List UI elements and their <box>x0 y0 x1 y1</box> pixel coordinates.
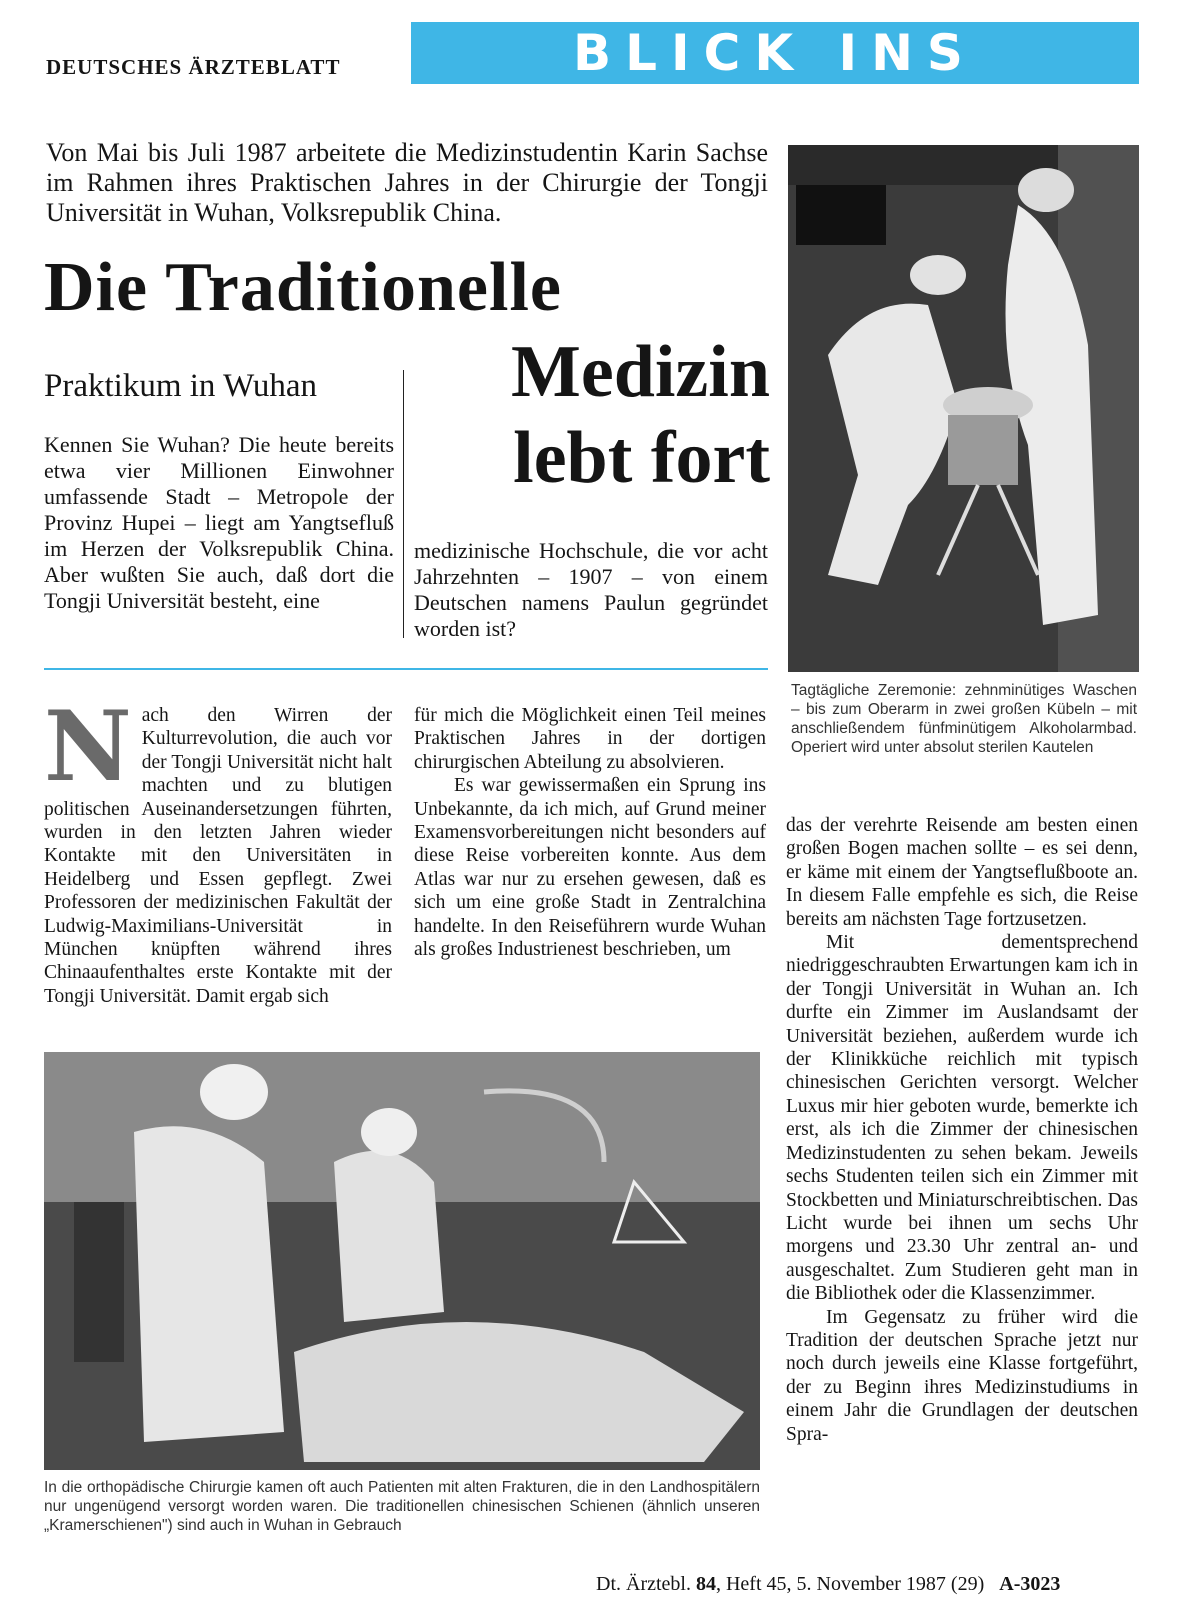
footer-issue: , Heft 45, 5. November 1987 (29) <box>715 1573 985 1595</box>
headline-line-3: lebt fort <box>513 417 770 499</box>
body-column-1 <box>44 690 392 1008</box>
vertical-divider <box>403 370 404 638</box>
lead-left: Kennen Sie Wuhan? Die heute bereits etwa vier Millionen Einwohner umfassende Stadt – Metropole der Provinz Hupei – liegt am Yangtsefluß im Herzen der Volksrepublik China. Aber wußten Sie auch, daß dort die Tongji Universität besteht, eine <box>44 432 394 613</box>
photo-caption-top: Tagtägliche Zeremonie: zehnminütiges Waschen – bis zum Oberarm in zwei großen Kübeln – mit anschließendem fünfminütigem Alkoholarmbad. Operiert wird unter absolut sterilen Kautelen <box>791 682 1137 756</box>
lead-right: medizinische Hochschule, die vor acht Jahrzehnten – 1907 – von einem Deutschen namens Paulun gegründet worden ist? <box>414 538 768 641</box>
section-rule <box>44 668 768 670</box>
body-paragraph: Mit dementsprechend niedriggeschraubten Erwartungen kam ich in der Tongji Universität in Wuhan an. Ich durfte ein Zimmer im Auslandsamt der Universität beziehen, außerdem wurde ich der Klinikküche reichlich mit typisch chinesischen Gerichten versorgt. Welcher Luxus mir hier geboten wurde, bemerkte ich erst, als ich die Zimmer der chinesischen Medizinstudenten zu sehen bekam. Jeweils sechs Studenten teilen sich ein Zimmer mit Stockbetten und Miniaturschreibtischen. Das Licht wurde bei ihnen um sechs Uhr morgens und 23.30 Uhr zentral an- und ausgeschaltet. Zum Studieren geht man in die Bibliothek oder die Klassenzimmer. <box>786 932 1138 1305</box>
headline-line-2: Medizin <box>511 331 770 413</box>
photo-caption-bottom: In die orthopädische Chirurgie kamen oft auch Patienten mit alten Frakturen, die in den Landhospitälern nur ungenügend versorgt worden waren. Die traditionellen chinesischen Schienen (ähnlich unseren „Kramerschienen") sind auch in Wuhan in Gebrauch <box>44 1479 760 1534</box>
body-column-1-text: ach den Wirren der Kulturrevolution, die auch vor der Tongji Universität nicht halt machten und zu blutigen politischen Auseinandersetzungen führten, wurden in den letzten Jahren wieder Kontakte mit den Universitäten in Heidelberg und Essen gepflegt. Zwei Professoren der medizinischen Fakultät der Ludwig-Maximilians-Universität in München knüpften während ihres Chinaaufenthaltes erste Kontakte mit der Tongji Universität. Damit ergab sich <box>44 705 392 1007</box>
footer-journal: Dt. Ärztebl. <box>596 1573 691 1595</box>
body-paragraph: Es war gewissermaßen ein Sprung ins Unbekannte, da ich mich, auf Grund meiner Examensvorbereitungen nicht besonders auf diese Reise vorbereiten konnte. Aus dem Atlas war nur zu ersehen gewesen, daß es sich um eine große Stadt in Zentralchina handelte. In den Reiseführern wurde Wuhan als großes Industrienest beschrieben, um <box>414 775 766 961</box>
body-paragraph: das der verehrte Reisende am besten einen großen Bogen machen sollte – es sei denn, er käme mit einem der Yangtseflußboote an. In diesem Falle empfehle es sich, die Reise bereits am nächsten Tage fortzusetzen. <box>786 815 1138 930</box>
body-column-2 <box>414 704 766 961</box>
journal-name: DEUTSCHES ÄRZTEBLATT <box>46 55 341 79</box>
body-paragraph: für mich die Möglichkeit einen Teil meines Praktischen Jahres in der dortigen chirurgischen Abteilung zu absolvieren. <box>414 705 766 773</box>
body-paragraph: Im Gegensatz zu früher wird die Tradition der deutschen Sprache jetzt nur noch durch jeweils eine Klasse fortgeführt, der zu Beginn ihres Medizinstudiums in einem Jahr die Grundlagen der deutschen Spra- <box>786 1306 1138 1445</box>
orthopedic-ward-photo <box>44 1052 760 1470</box>
footer-volume: 84 <box>695 1573 716 1595</box>
drop-cap: N <box>44 690 132 803</box>
headline-line-1: Die Traditionelle <box>44 249 562 326</box>
section-banner: BLICK INS AUSLAND <box>411 22 1139 84</box>
page-footer <box>596 1573 1060 1596</box>
subtitle: Praktikum in Wuhan <box>44 368 318 404</box>
intro-text: Von Mai bis Juli 1987 arbeitete die Medizinstudentin Karin Sachse im Rahmen ihres Praktischen Jahres in der Chirurgie der Tongji Universität in Wuhan, Volksrepublik China. <box>46 138 768 227</box>
body-column-3 <box>786 814 1138 1446</box>
footer-page: A-3023 <box>999 1573 1061 1595</box>
surgeons-washing-photo <box>788 145 1139 672</box>
